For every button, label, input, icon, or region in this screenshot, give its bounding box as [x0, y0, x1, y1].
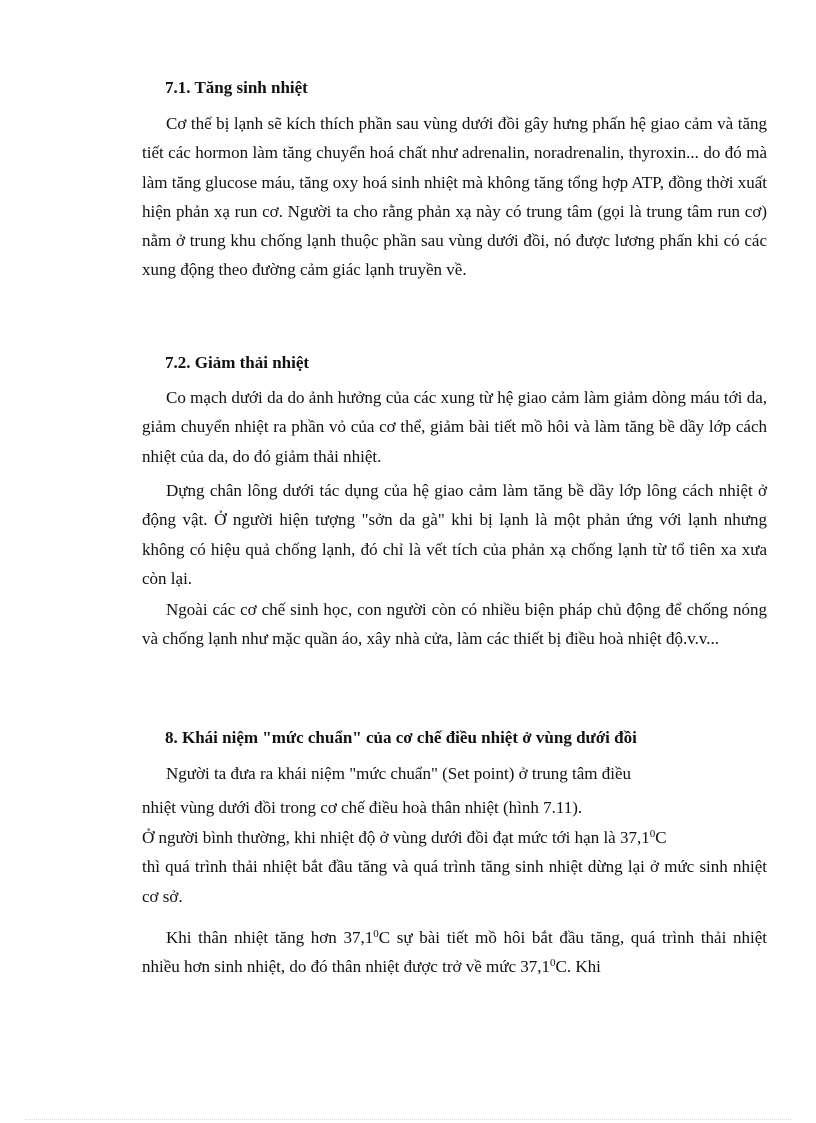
section-8-paragraph-2: [142, 823, 767, 911]
bottom-divider: [25, 1119, 791, 1120]
p3-text-a: Khi thân nhiệt tăng hơn 37,1: [166, 928, 374, 947]
section-8-heading: 8. Khái niệm "mức chuẩn" của cơ chế điều nhiệt ở vùng dưới đồi: [165, 728, 637, 747]
p2-text-a: Ở người bình thường, khi nhiệt độ ở vùng dưới đồi đạt mức tới hạn là 37,1: [142, 828, 650, 847]
p2-text-b: C: [655, 828, 667, 847]
section-7-2-paragraph-3: Ngoài các cơ chế sinh học, con người còn có nhiều biện pháp chủ động để chống nóng và chống lạnh như mặc quần áo, xây nhà cửa, làm các thiết bị điều hoà nhiệt độ.v.v...: [142, 600, 767, 649]
p2-degree-sup: 0: [649, 828, 656, 840]
p3-text-b: C sự bài tiết mồ hôi bắt đầu tăng, quá trình thải nhiệt nhiều hơn sinh nhiệt, do đó thân nhiệt được trở về mức 37,1: [142, 928, 767, 977]
section-7-2-paragraph-1: Co mạch dưới da do ảnh hưởng của các xung từ hệ giao cảm làm giảm dòng máu tới da, giảm chuyển nhiệt ra phần vỏ của cơ thể, giảm bài tiết mồ hôi và làm tăng bề dầy lớp cách nhiệt của da, do đó giảm thải nhiệt.: [142, 388, 767, 466]
p3-degree-sup-2: 0: [550, 957, 556, 970]
section-7-1-paragraph: Cơ thể bị lạnh sẽ kích thích phần sau vùng dưới đồi gây hưng phấn hệ giao cảm và tăng tiết các hormon làm tăng chuyển hoá chất như adrenalin, noradrenalin, thyroxin... do đó mà làm tăng glucose máu, tăng oxy hoá sinh nhiệt mà không tăng tổng hợp ATP, đồng thời xuất hiện phản xạ run cơ. Người ta cho rằng phản xạ này có trung tâm (gọi là trung tâm run cơ) nằm ở trung khu chống lạnh thuộc phần sau vùng dưới đồi, nó được lương phấn khi có các xung động theo đường cảm giác lạnh truyền về.: [142, 114, 767, 280]
section-8-line-2: nhiệt vùng dưới đồi trong cơ chế điều hoà thân nhiệt (hình 7.11).: [142, 798, 583, 817]
section-7-1-heading: 7.1. Tăng sinh nhiệt: [165, 78, 308, 97]
section-8-line-1: Người ta đưa ra khái niệm "mức chuẩn" (Set point) ở trung tâm điều: [166, 764, 632, 783]
section-8-paragraph-2-first-line: [142, 823, 767, 852]
p3-text-c: C. Khi: [555, 957, 601, 977]
section-8-paragraph-2-rest: thì quá trình thải nhiệt bắt đầu tăng và quá trình tăng sinh nhiệt dừng lại ở mức sinh nhiệt cơ sở.: [142, 857, 767, 906]
section-8-paragraph-3: [142, 923, 767, 982]
section-7-2-paragraph-2: Dựng chân lông dưới tác dụng của hệ giao cảm làm tăng bề dầy lớp lông cách nhiệt ở động vật. Ở người hiện tượng "sởn da gà" khi bị lạnh là một phản ứng với lạnh nhưng không có hiệu quả chống lạnh, đó chỉ là vết tích của phản xạ chống lạnh từ tổ tiên xa xưa còn lại.: [142, 481, 767, 588]
p3-degree-sup-1: 0: [373, 928, 379, 940]
section-7-2-heading: 7.2. Giảm thải nhiệt: [165, 353, 310, 372]
